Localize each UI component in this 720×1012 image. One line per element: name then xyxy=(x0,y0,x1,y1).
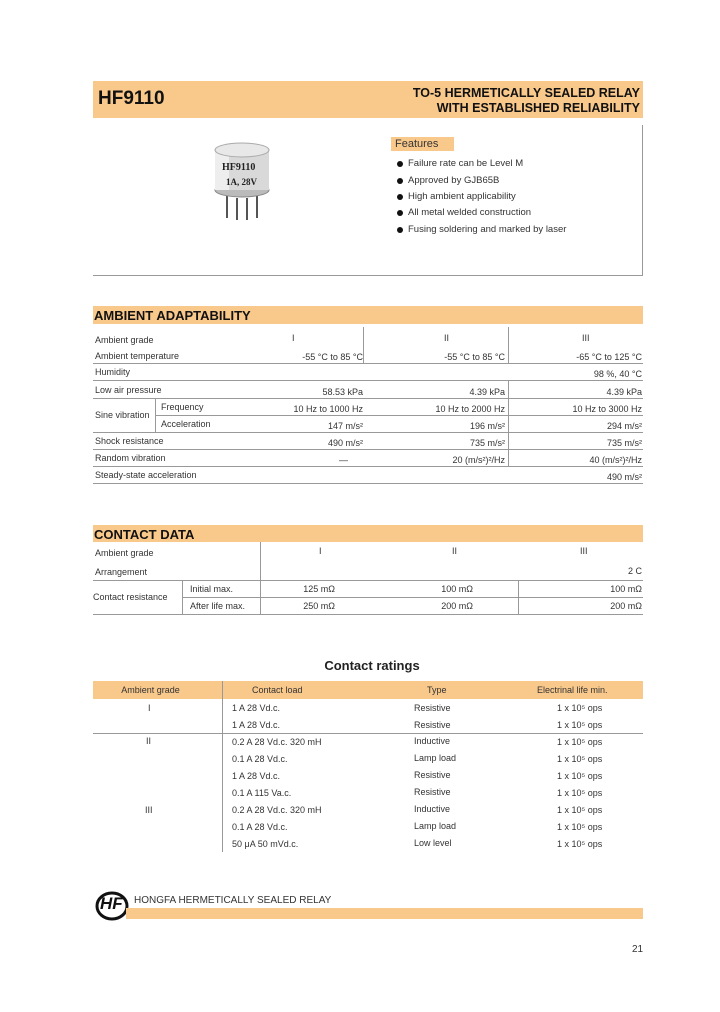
rating-load: 0.1 A 28 Vd.c. xyxy=(232,822,288,832)
accel-1: 147 m/s² xyxy=(327,421,363,431)
rating-life: 1 x 10⁵ ops xyxy=(557,737,603,747)
random-2: 20 (m/s²)²/Hz xyxy=(452,455,505,465)
accel-2: 196 m/s² xyxy=(469,421,505,431)
contact-label-after: After life max. xyxy=(190,601,246,611)
humidity-value: 98 %, 40 °C xyxy=(593,369,642,379)
label-shock: Shock resistance xyxy=(95,436,164,446)
grade-2: II xyxy=(444,333,450,343)
rating-type: Lamp load xyxy=(414,821,457,831)
bullet-icon xyxy=(397,161,403,167)
bullet-icon xyxy=(397,227,403,233)
shock-2: 735 m/s² xyxy=(469,438,505,448)
freq-1: 10 Hz to 1000 Hz xyxy=(293,404,363,414)
steady-value: 490 m/s² xyxy=(606,472,642,482)
footer-bar xyxy=(126,908,643,919)
rating-life: 1 x 10⁵ ops xyxy=(557,720,603,730)
rating-type: Resistive xyxy=(414,770,451,780)
rating-life: 1 x 10⁵ ops xyxy=(557,788,603,798)
freq-3: 10 Hz to 3000 Hz xyxy=(572,404,642,414)
ratings-header-load: Contact load xyxy=(252,685,303,695)
label-sine: Sine vibration xyxy=(95,410,150,420)
random-3: 40 (m/s²)²/Hz xyxy=(589,455,642,465)
label-frequency: Frequency xyxy=(161,402,204,412)
ratings-header-type: Type xyxy=(427,685,447,695)
grade-1: I xyxy=(292,333,295,343)
feature-item: Approved by GJB65B xyxy=(408,175,500,186)
ratings-group-2: II xyxy=(146,736,152,746)
label-temperature: Ambient temperature xyxy=(95,351,180,361)
rating-load: 0.1 A 28 Vd.c. xyxy=(232,754,288,764)
rating-load: 0.2 A 28 Vd.c. 320 mH xyxy=(232,805,322,815)
rating-life: 1 x 10⁵ ops xyxy=(557,754,603,764)
rating-type: Inductive xyxy=(414,804,451,814)
relay-marking-1: HF9110 xyxy=(222,162,256,173)
arrangement-value: 2 C xyxy=(627,566,642,576)
model-title: HF9110 xyxy=(98,88,165,109)
contact-grade-1: I xyxy=(319,546,322,556)
accel-3: 294 m/s² xyxy=(606,421,642,431)
contact-label-grade: Ambient grade xyxy=(95,548,154,558)
ratings-group-1: I xyxy=(148,703,151,713)
shock-3: 735 m/s² xyxy=(606,438,642,448)
rating-type: Resistive xyxy=(414,703,451,713)
low-air-1: 58.53 kPa xyxy=(322,387,363,397)
rating-type: Lamp load xyxy=(414,753,457,763)
rating-type: Low level xyxy=(414,838,452,848)
label-low-air: Low air pressure xyxy=(95,385,162,395)
temp-3: -65 °C to 125 °C xyxy=(576,352,642,362)
temp-2: -55 °C to 85 °C xyxy=(444,352,505,362)
contact-label-initial: Initial max. xyxy=(190,584,234,594)
label-ambient-grade: Ambient grade xyxy=(95,335,154,345)
relay-marking-2: 1A, 28V xyxy=(226,177,257,187)
ambient-title: AMBIENT ADAPTABILITY xyxy=(94,308,251,323)
ratings-group-3: III xyxy=(145,805,153,815)
rating-life: 1 x 10⁵ ops xyxy=(557,805,603,815)
features-title: Features xyxy=(395,138,439,150)
after-3: 200 mΩ xyxy=(610,601,642,611)
after-1: 250 mΩ xyxy=(303,601,335,611)
feature-item: High ambient applicability xyxy=(408,191,516,202)
initial-3: 100 mΩ xyxy=(610,584,642,594)
random-1: — xyxy=(339,455,348,465)
feature-item: Failure rate can be Level M xyxy=(408,158,524,169)
label-steady: Steady-state acceleration xyxy=(95,470,197,480)
freq-2: 10 Hz to 2000 Hz xyxy=(435,404,505,414)
rating-load: 0.1 A 115 Va.c. xyxy=(232,788,292,798)
page-number: 21 xyxy=(632,944,644,955)
bullet-icon xyxy=(397,194,403,200)
rating-load: 1 A 28 Vd.c. xyxy=(232,771,281,781)
label-random: Random vibration xyxy=(95,453,166,463)
initial-2: 100 mΩ xyxy=(441,584,473,594)
subtitle-line-2: WITH ESTABLISHED RELIABILITY xyxy=(436,101,640,115)
footer-company: HONGFA HERMETICALLY SEALED RELAY xyxy=(134,895,332,906)
after-2: 200 mΩ xyxy=(441,601,473,611)
logo-letters: HF xyxy=(100,894,123,913)
rating-type: Resistive xyxy=(414,787,451,797)
rating-life: 1 x 10⁵ ops xyxy=(557,839,603,849)
label-humidity: Humidity xyxy=(95,367,131,377)
contact-grade-2: II xyxy=(452,546,458,556)
contact-label-resistance: Contact resistance xyxy=(93,592,168,602)
subtitle-line-1: TO-5 HERMETICALLY SEALED RELAY xyxy=(412,86,640,100)
label-acceleration: Acceleration xyxy=(161,419,211,429)
bullet-icon xyxy=(397,178,403,184)
ratings-title: Contact ratings xyxy=(324,658,420,673)
rating-type: Inductive xyxy=(414,736,451,746)
ratings-header-grade: Ambient grade xyxy=(121,685,180,695)
intro-box xyxy=(93,125,643,276)
rating-life: 1 x 10⁵ ops xyxy=(557,822,603,832)
shock-1: 490 m/s² xyxy=(327,438,363,448)
contact-title: CONTACT DATA xyxy=(94,527,195,542)
initial-1: 125 mΩ xyxy=(303,584,335,594)
rating-load: 50 μA 50 mVd.c. xyxy=(232,839,299,849)
bullet-icon xyxy=(397,210,403,216)
rating-load: 0.2 A 28 Vd.c. 320 mH xyxy=(232,737,322,747)
low-air-3: 4.39 kPa xyxy=(606,387,642,397)
rating-load: 1 A 28 Vd.c. xyxy=(232,720,281,730)
contact-grade-3: III xyxy=(580,546,588,556)
rating-life: 1 x 10⁵ ops xyxy=(557,771,603,781)
contact-label-arrangement: Arrangement xyxy=(95,567,148,577)
ratings-header-life: Electrinal life min. xyxy=(537,685,608,695)
feature-item: Fusing soldering and marked by laser xyxy=(408,224,567,235)
rating-life: 1 x 10⁵ ops xyxy=(557,703,603,713)
feature-item: All metal welded construction xyxy=(408,207,532,218)
low-air-2: 4.39 kPa xyxy=(469,387,505,397)
rating-type: Resistive xyxy=(414,720,451,730)
grade-3: III xyxy=(582,333,590,343)
temp-1: -55 °C to 85 °C xyxy=(302,352,363,362)
rating-load: 1 A 28 Vd.c. xyxy=(232,703,281,713)
